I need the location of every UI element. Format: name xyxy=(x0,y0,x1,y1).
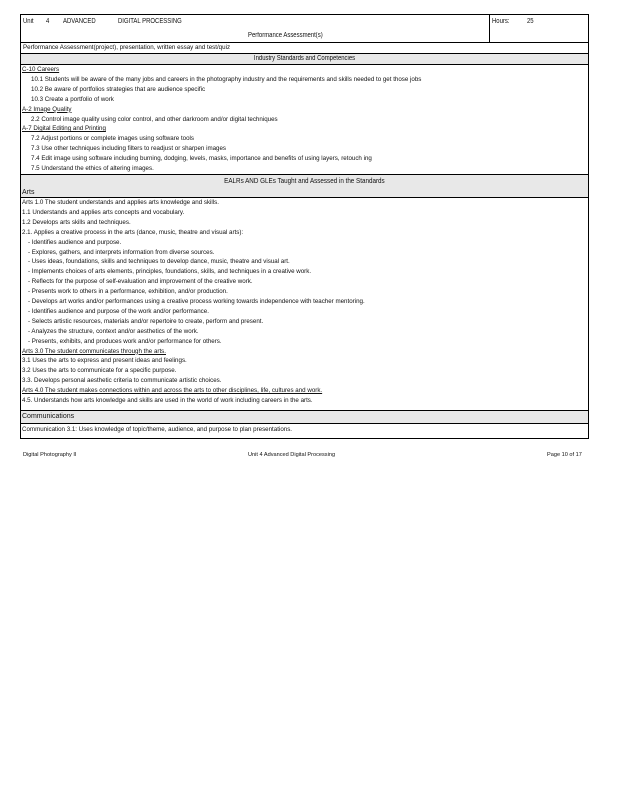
competency-item: 10.1 Students will be aware of the many jobs and careers in the photography industry and the requirements and skills needed to get those jobs xyxy=(31,75,422,83)
industry-standards-title: Industry Standards and Competencies xyxy=(253,55,356,62)
communications-title: Communications xyxy=(22,413,75,420)
standard-item: - Selects artistic resources, materials and/or repertoire to create, perform and present. xyxy=(28,317,264,325)
standard-item: 3.1 Uses the arts to express and present ideas and feelings. xyxy=(22,357,187,365)
standard-item: - Implements choices of arts elements, principles, foundations, skills, and techniques in a creative work. xyxy=(28,268,312,276)
unit-label: Unit xyxy=(23,18,34,25)
unit-number: 4 xyxy=(46,18,50,25)
standard-item: - Presents, exhibits, and produces work and/or performance for others. xyxy=(28,337,222,345)
standard-item: - Analyzes the structure, context and/or aesthetics of the work. xyxy=(28,327,199,335)
competency-item: C-10 Careers xyxy=(22,66,60,73)
standard-item: 1.2 Develops arts skills and techniques. xyxy=(22,218,131,226)
standard-item: - Presents work to others in a performance, exhibition, and/or production. xyxy=(28,288,228,296)
standard-item: - Reflects for the purpose of self-evaluation and improvement of the creative work. xyxy=(28,278,253,286)
standard-item: Arts 4.0 The student makes connections within and across the arts to other disciplines, life, cultures and work. xyxy=(22,387,323,395)
standard-item: Arts 1.0 The student understands and applies arts knowledge and skills. xyxy=(22,198,219,206)
standard-item: - Explores, gathers, and interprets information from diverse sources. xyxy=(28,248,215,256)
competency-item: 10.2 Be aware of portfolios strategies that are audience specific xyxy=(31,85,206,93)
standard-item: 3.2 Uses the arts to communicate for a specific purpose. xyxy=(22,367,177,375)
standard-item: 4.5. Understands how arts knowledge and skills are used in the world of work including careers in the arts. xyxy=(22,397,313,405)
assessment-text: Performance Assessment(project), presentation, written essay and test/quiz xyxy=(23,44,231,51)
footer-course: Digital Photography II xyxy=(23,452,77,458)
assessment-title: Performance Assessment(s) xyxy=(248,32,323,39)
standard-item: - Identifies audience and purpose. xyxy=(28,238,122,246)
competency-item: 7.5 Understand the ethics of altering images. xyxy=(31,165,154,173)
competency-item: 7.2 Adjust portions or complete images using software tools xyxy=(31,135,195,143)
ealrs-list xyxy=(21,198,588,406)
footer-unit: Unit 4 Advanced Digital Processing xyxy=(248,452,336,458)
communications-row xyxy=(21,424,588,438)
standard-item: - Identifies audience and purpose of the work and/or performance. xyxy=(28,307,209,315)
competency-item: 7.4 Edit image using software including burning, dodging, levels, masks, importance and benefits of using layers, retouch ing xyxy=(31,155,372,163)
unit-cell xyxy=(21,15,490,43)
competency-item: 7.3 Use other techniques including filters to readjust or sharpen images xyxy=(31,145,227,153)
competency-item: A-2 Image Quality xyxy=(22,105,72,113)
footer-page-number: Page 10 of 17 xyxy=(547,452,582,458)
competency-item: A-7 Digital Editing and Printing xyxy=(22,125,106,133)
hours-value: 25 xyxy=(527,18,534,25)
competency-item: 10.3 Create a portfolio of work xyxy=(31,95,114,103)
industry-standards-list xyxy=(21,65,588,174)
unit-title-1: ADVANCED xyxy=(63,18,96,25)
standard-item: Arts 3.0 The student communicates through the arts. xyxy=(22,347,166,355)
industry-standards-header xyxy=(21,53,588,65)
standard-item: 3.3. Develops personal aesthetic criteria to communicate artistic choices. xyxy=(22,377,222,385)
unit-title-2: DIGITAL PROCESSING xyxy=(118,18,182,25)
standard-item: 1.1 Understands and applies arts concepts and vocabulary. xyxy=(22,208,185,216)
hours-cell xyxy=(489,15,588,43)
assessment-row xyxy=(21,43,588,53)
standard-item: - Uses ideas, foundations, skills and techniques to develop dance, music, theatre and visual art. xyxy=(28,258,290,266)
ealrs-header xyxy=(21,174,588,188)
communications-text: Communication 3.1: Uses knowledge of topic/theme, audience, and purpose to plan presentations. xyxy=(22,426,293,433)
ealrs-title: EALRs AND GLEs Taught and Assessed in the Standards xyxy=(224,175,385,185)
standards-table xyxy=(20,14,589,439)
competency-item: 2.2 Control image quality using color control, and other darkroom and/or digital techniques xyxy=(31,115,278,123)
hours-label: Hours: xyxy=(492,18,510,25)
unit-header-row xyxy=(21,15,588,43)
document-page xyxy=(20,14,589,439)
arts-subheader xyxy=(21,188,588,198)
standard-item: - Develops art works and/or performances using a creative process working towards independence with teacher mentoring. xyxy=(28,298,365,306)
standard-item: 2.1. Applies a creative process in the arts (dance, music, theatre and visual arts): xyxy=(22,228,244,236)
arts-subtitle: Arts xyxy=(22,188,35,196)
communications-header xyxy=(21,410,588,424)
